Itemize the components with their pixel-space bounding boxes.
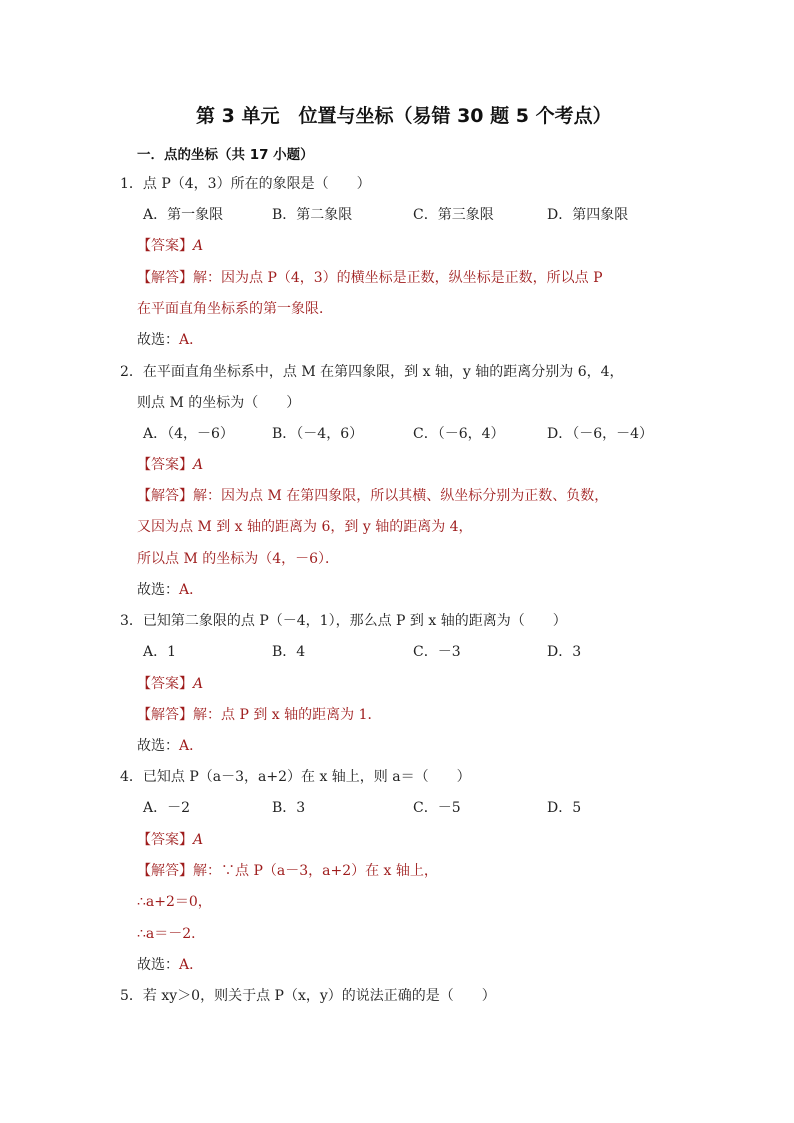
choose-value: A．: [179, 332, 204, 348]
question-2-choose: [137, 580, 203, 600]
solution-label: 【解答】: [137, 707, 193, 723]
solution-text: 解：因为点 P（4，3）的横坐标是正数，纵坐标是正数，所以点 P: [193, 270, 603, 286]
choose-label: 故选：: [137, 957, 179, 973]
question-2-option-b: B．（－4，6）: [272, 426, 364, 442]
question-1-answer: [137, 236, 203, 256]
question-3-answer: [137, 674, 203, 694]
question-1-solution-line-2: 在平面直角坐标系的第一象限．: [137, 301, 333, 317]
answer-label: 【答案】: [137, 676, 193, 692]
question-2-option-a: A．（4，－6）: [143, 426, 234, 442]
question-4-solution-line-3: ∴a＝－2．: [137, 926, 206, 942]
question-2-option-c: C．（－6，4）: [413, 426, 505, 442]
question-2-solution-line-3: 所以点 M 的坐标为（4，－6）．: [137, 551, 340, 567]
question-2-solution-line-2: 又因为点 M 到 x 轴的距离为 6，到 y 轴的距离为 4，: [137, 519, 473, 535]
question-4-option-c: C．－5: [413, 800, 461, 816]
answer-label: 【答案】: [137, 457, 193, 473]
question-3-choose: [137, 736, 203, 756]
question-3-option-c: C．－3: [413, 644, 461, 660]
question-2-stem-line-2: 则点 M 的坐标为（ ）: [137, 395, 301, 411]
question-2-stem-line-1: 2．在平面直角坐标系中，点 M 在第四象限，到 x 轴，y 轴的距离分别为 6，4，: [120, 364, 624, 380]
question-1-stem: 1．点 P（4，3）所在的象限是（ ）: [120, 176, 371, 192]
answer-value: A: [193, 238, 204, 254]
choose-value: A．: [179, 957, 204, 973]
question-2-option-d: D．（－6，－4）: [547, 426, 654, 442]
question-4-solution-line-2: ∴a+2＝0，: [137, 894, 212, 910]
question-1-option-c: C．第三象限: [413, 207, 494, 223]
question-3-option-b: B．4: [272, 644, 306, 660]
question-3-solution-line-1: [137, 705, 381, 725]
document-title: 第 3 单元 位置与坐标（易错 30 题 5 个考点）: [196, 105, 612, 127]
question-4-option-b: B．3: [272, 800, 306, 816]
question-4-stem: 4．已知点 P（a－3，a+2）在 x 轴上，则 a＝（ ）: [120, 769, 471, 785]
choose-label: 故选：: [137, 332, 179, 348]
section-heading: 一．点的坐标（共 17 小题）: [137, 147, 314, 163]
question-3-stem: 3．已知第二象限的点 P（－4，1），那么点 P 到 x 轴的距离为（ ）: [120, 613, 567, 629]
solution-text: 解：点 P 到 x 轴的距离为 1．: [193, 707, 382, 723]
question-4-option-d: D．5: [547, 800, 582, 816]
answer-value: A: [193, 676, 204, 692]
question-1-option-a: A．第一象限: [143, 207, 224, 223]
question-2-answer: [137, 455, 203, 475]
solution-text: 解：∵点 P（a－3，a+2）在 x 轴上，: [193, 863, 438, 879]
question-4-solution-line-1: [137, 861, 438, 881]
solution-label: 【解答】: [137, 270, 193, 286]
answer-label: 【答案】: [137, 832, 193, 848]
question-1-choose: [137, 330, 203, 350]
question-3-option-d: D．3: [547, 644, 582, 660]
choose-value: A．: [179, 582, 204, 598]
choose-value: A．: [179, 738, 204, 754]
question-4-answer: [137, 830, 203, 850]
question-5-stem: 5．若 xy＞0，则关于点 P（x，y）的说法正确的是（ ）: [120, 988, 496, 1004]
solution-text: 解：因为点 M 在第四象限，所以其横、纵坐标分别为正数、负数，: [193, 488, 609, 504]
question-1-option-d: D．第四象限: [547, 207, 629, 223]
choose-label: 故选：: [137, 582, 179, 598]
question-4-option-a: A．－2: [143, 800, 191, 816]
solution-label: 【解答】: [137, 488, 193, 504]
answer-value: A: [193, 457, 204, 473]
answer-label: 【答案】: [137, 238, 193, 254]
question-1-solution-line-1: [137, 268, 603, 288]
choose-label: 故选：: [137, 738, 179, 754]
question-4-choose: [137, 955, 203, 975]
answer-value: A: [193, 832, 204, 848]
question-1-option-b: B．第二象限: [272, 207, 353, 223]
question-3-option-a: A．1: [143, 644, 177, 660]
solution-label: 【解答】: [137, 863, 193, 879]
question-2-solution-line-1: [137, 486, 608, 506]
